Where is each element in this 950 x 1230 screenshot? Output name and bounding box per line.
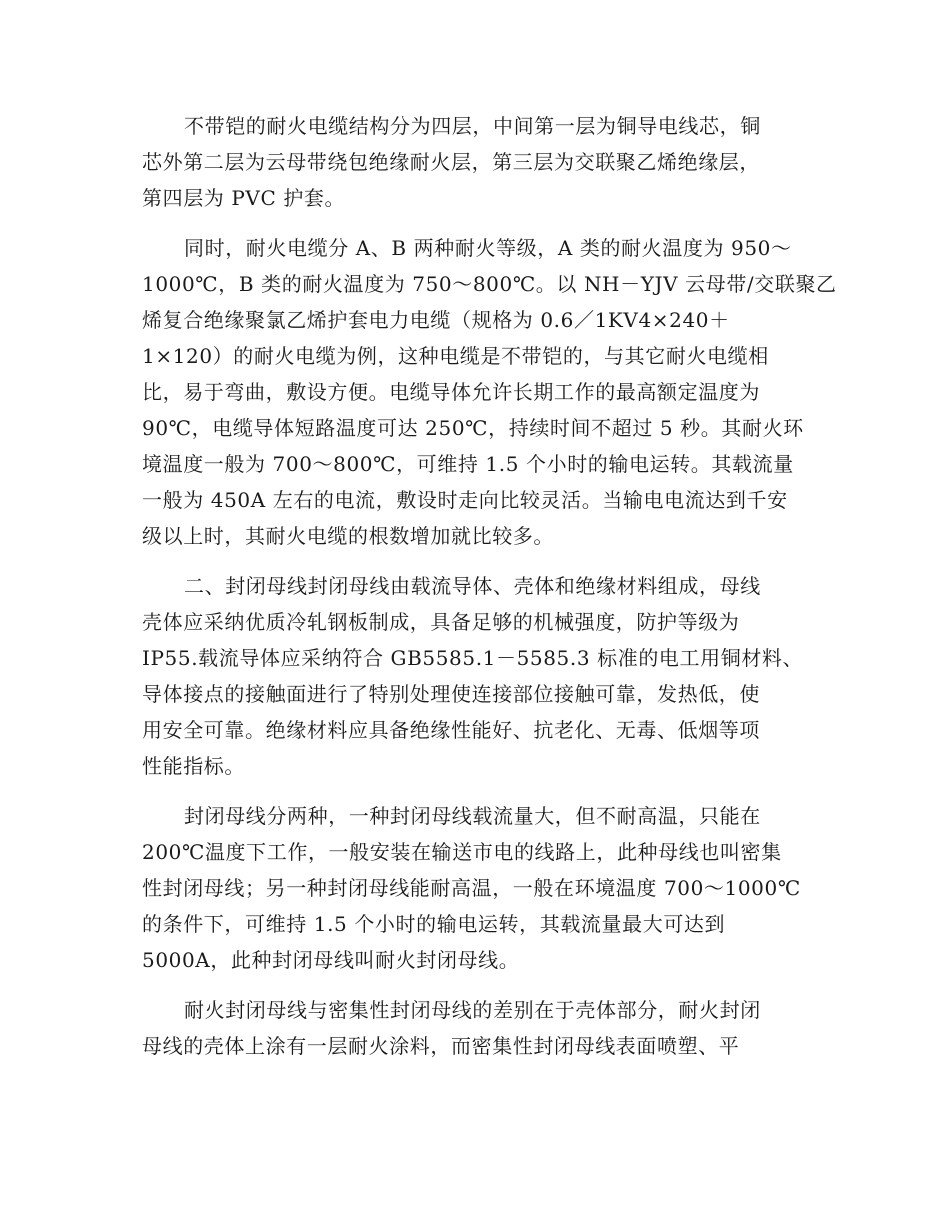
- paragraph-3-line-3: IP55.载流导体应采纳符合 GB5585.1－5585.3 标准的电工用铜材料、: [142, 646, 804, 670]
- paragraph-2-line-6: 90℃，电缆导体短路温度可达 250℃，持续时间不超过 5 秒。其耐火环: [142, 416, 804, 440]
- paragraph-4-line-1: 封闭母线分两种，一种封闭母线载流量大，但不耐高温，只能在: [184, 804, 761, 828]
- paragraph-2-line-9: 级以上时，其耐火电缆的根数增加就比较多。: [142, 524, 554, 548]
- paragraph-3-line-5: 用安全可靠。绝缘材料应具备绝缘性能好、抗老化、无毒、低烟等项: [142, 718, 760, 742]
- paragraph-2-line-2: 1000℃，B 类的耐火温度为 750～800℃。以 NH－YJV 云母带/交联聚乙: [142, 272, 837, 296]
- paragraph-5-line-1: 耐火封闭母线与密集性封闭母线的差别在于壳体部分，耐火封闭: [184, 998, 761, 1022]
- paragraph-3-line-4: 导体接点的接触面进行了特别处理使连接部位接触可靠，发热低，使: [142, 682, 760, 706]
- paragraph-3-line-6: 性能指标。: [142, 754, 245, 778]
- paragraph-2-line-4: 1×120）的耐火电缆为例，这种电缆是不带铠的，与其它耐火电缆相: [142, 344, 769, 368]
- paragraph-1-line-3: 第四层为 PVC 护套。: [142, 186, 346, 210]
- paragraph-4-line-2: 200℃温度下工作，一般安装在输送市电的线路上，此种母线也叫密集: [142, 840, 782, 864]
- paragraph-2-line-3: 烯复合绝缘聚氯乙烯护套电力电缆（规格为 0.6／1KV4×240＋: [142, 308, 730, 332]
- paragraph-3-line-2: 壳体应采纳优质冷轧钢板制成，具备足够的机械强度，防护等级为: [142, 610, 740, 634]
- paragraph-1-line-2: 芯外第二层为云母带绕包绝缘耐火层，第三层为交联聚乙烯绝缘层，: [142, 150, 760, 174]
- document-body: [142, 108, 837, 1078]
- paragraph-2-line-8: 一般为 450A 左右的电流，敷设时走向比较灵活。当输电电流达到千安: [142, 488, 788, 512]
- paragraph-2-line-7: 境温度一般为 700～800℃，可维持 1.5 个小时的输电运转。其载流量: [142, 452, 794, 476]
- paragraph-2: [142, 230, 837, 554]
- paragraph-4: [142, 798, 810, 978]
- paragraph-3-line-1: 二、封闭母线封闭母线由载流导体、壳体和绝缘材料组成，母线: [184, 574, 761, 598]
- paragraph-2-line-5: 比，易于弯曲，敷设方便。电缆导体允许长期工作的最高额定温度为: [142, 380, 760, 404]
- paragraph-4-line-4: 的条件下，可维持 1.5 个小时的输电运转，其载流量最大可达到: [142, 912, 726, 936]
- paragraph-1: [142, 108, 810, 216]
- paragraph-5-line-2: 母线的壳体上涂有一层耐火涂料，而密集性封闭母线表面喷塑、平: [142, 1034, 740, 1058]
- paragraph-3: [142, 568, 810, 784]
- paragraph-4-line-5: 5000A，此种封闭母线叫耐火封闭母线。: [142, 948, 520, 972]
- paragraph-4-line-3: 性封闭母线；另一种封闭母线能耐高温，一般在环境温度 700～1000℃: [142, 876, 801, 900]
- paragraph-1-line-1: 不带铠的耐火电缆结构分为四层，中间第一层为铜导电线芯，铜: [184, 114, 761, 138]
- paragraph-5: [142, 992, 810, 1064]
- paragraph-2-line-1: 同时，耐火电缆分 A、B 两种耐火等级，A 类的耐火温度为 950～: [184, 236, 792, 260]
